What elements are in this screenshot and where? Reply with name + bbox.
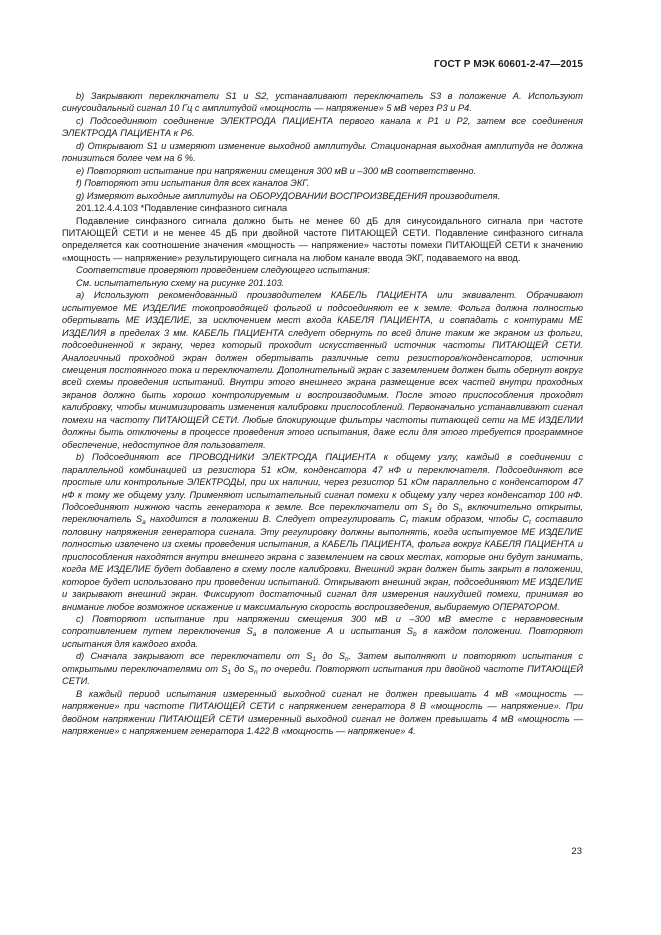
paragraph: с) Подсоединяют соединение ЭЛЕКТРОДА ПАЦИЕНТА первого канала к Р1 и Р2, затем все соединения ЭЛЕКТРОДА ПАЦИЕНТА к Р6. (62, 115, 583, 139)
paragraph: Подавление синфазного сигнала должно быть не менее 60 дБ для синусоидального сигнала при частоте ПИТАЮЩЕЙ СЕТИ и не менее 45 дБ при двойной частоте ПИТАЮЩЕЙ СЕТИ. Подавление синфазного сигнала определяется как соотношение значения «мощность — напряжение» частоты помехи ПИТАЮЩЕЙ СЕТИ к значению «мощность — напряжение» результирующего сигнала на любом канале ввода ЭКГ, подаваемого на ввод. (62, 215, 583, 263)
document-header: ГОСТ Р МЭК 60601-2-47—2015 (434, 59, 583, 70)
paragraph: b) Подсоединяют все ПРОВОДНИКИ ЭЛЕКТРОДА ПАЦИЕНТА к общему узлу, каждый в соединении с параллельной комбинацией из резистора 51 кОм, конденсатора 47 нФ и переключателя. Подсоединяют все простые или контрольные ЭЛЕКТРОДЫ, при их наличии, через резистор 51 кОм параллельно с конденсатором 47 нФ к тому же общему узлу. Применяют испытательный сигнал помехи к общему узлу через конденсатор 100 нФ. Подсоединяют нижнюю часть генератора к земле. Все переключатели от $S_1$ до $S_n$ включительно открыты, переключатель $S_a$ находится в положении В. Следует отрегулировать $С_t$ таким образом, чтобы $С_t$ составило половину напряжения генератора сигнала. Эту регулировку должны выполнять, когда испытуемое МЕ ИЗДЕЛИЕ полностью извлечено из схемы проведения испытания, а КАБЕЛЬ ПАЦИЕНТА, фольга вокруг КАБЕЛЯ ПАЦИЕНТА и приспособления находятся внутри внешнего экрана с заземлением на своих местах, которые они будут занимать, когда МЕ ИЗДЕЛИЕ будет добавлено в схему после калибровки. Внешний экран должен быть закрыт в положении, которое будет использовано при проведении испытаний. Открывают внешний экран, подсоединяют МЕ ИЗДЕЛИЕ и закрывают внешний экран. Фиксируют достаточный сигнал для измерения наихудшей помехи, принимая во внимание любое возможное искажение и максимальную скорость воспроизведения, выбираемую ОПЕРАТОРОМ. (62, 452, 583, 612)
document-body (62, 90, 583, 738)
paragraph: а) Используют рекомендованный производителем КАБЕЛЬ ПАЦИЕНТА или эквивалент. Обрачивают испытуемое МЕ ИЗДЕЛИЕ токопроводящей фольгой и подсоединяют ее к земле. Фольга должна полностью обертывать МЕ ИЗДЕЛИЕ, за исключением мест входа КАБЕЛЯ ПАЦИЕНТА, и совпадать с контурами МЕ ИЗДЕЛИЯ в пределах 3 мм. КАБЕЛЬ ПАЦИЕНТА следует обернуть по всей длине таким же экраном из фольги, подсоединенной к экрану, через который проходит искусственный источник частоты ПИТАЮЩЕЙ СЕТИ. Аналогичный проходной экран должен обертывать различные сети резисторов/конденсаторов, источник смещения постоянного тока и переключатели. Дополнительный экран с заземлением должен быть обернут вокруг всей схемы проведения испытаний. Внутри этого внешнего экрана размещение всех частей внутри проходных экранов должно быть хорошо контролируемым и воспроизводимым. После этого приспособления проходят калибровку, чтобы минимизировать изменения калибровки приспособлений. Первоначально устанавливают сигнал помехи на частоту ПИТАЮЩЕЙ СЕТИ. Любые блокирующие фильтры частоты питающей сети на МЕ ИЗДЕЛИИ должны быть отключены в процессе проведения этого испытания, даже если для этого требуется программное обеспечение, недоступное для пользователя. (62, 290, 583, 450)
paragraph: е) Повторяют испытание при напряжении смещения 300 мВ и –300 мВ соответственно. (76, 165, 477, 176)
section-heading: 201.12.4.4.103 *Подавление синфазного сигнала (76, 203, 288, 214)
paragraph: См. испытательную схему на рисунке 201.103. (76, 277, 285, 288)
paragraph: с) Повторяют испытание при напряжении смещения 300 мВ и –300 мВ вместе с неравновесным сопротивлением путем переключения $S_a$ в положение А и испытания $S_b$ в каждом положении. Повторяют испытания для каждого входа. (62, 614, 583, 649)
paragraph: b) Закрывают переключатели S1 и S2, устанавливают переключатель S3 в положение А. Используют синусоидальный сигнал 10 Гц с амплитудой «мощность — напряжение» 5 мВ через Р3 и Р4. (62, 91, 583, 114)
paragraph: d) Сначала закрывают все переключатели от $S_1$ до $S_n$. Затем выполняют и повторяют испытания с открытыми переключателями от $S_1$ до $S_n$ по очереди. Повторяют испытания при двойной частоте ПИТАЮЩЕЙ СЕТИ. (62, 651, 584, 687)
paragraph: В каждый период испытания измеренный выходной сигнал не должен превышать 4 мВ «мощность — напряжение» при частоте ПИТАЮЩЕЙ СЕТИ с напряжением генератора 8 В «мощность — напряжение». При двойном напряжении ПИТАЮЩЕЙ СЕТИ измеренный выходной сигнал не должен превышать 4 мВ «мощность — напряжение» с напряжением генератора 1.422 В «мощность — напряжение» 4. (62, 688, 583, 737)
paragraph: Соответствие проверяют проведением следующего испытания: (76, 265, 371, 276)
paragraph: f) Повторяют эти испытания для всех каналов ЭКГ. (76, 178, 310, 189)
paragraph: g) Измеряют выходные амплитуды на ОБОРУДОВАНИИ ВОСПРОИЗВЕДЕНИЯ производителя. (76, 190, 501, 201)
paragraph: d) Открывают S1 и измеряют изменение выходной амплитуды. Стационарная выходная амплитуда не должна понизиться более чем на 6 %. (62, 140, 583, 164)
page-number: 23 (571, 846, 582, 857)
